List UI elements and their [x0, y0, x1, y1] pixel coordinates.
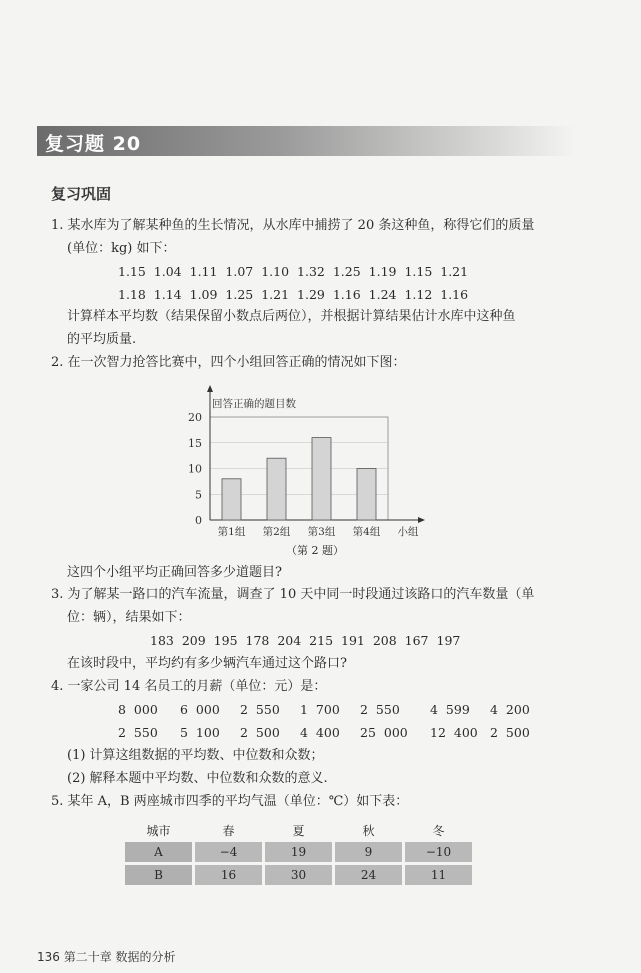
table-cell: 11: [405, 865, 472, 885]
y-axis-arrow-icon: [207, 385, 213, 392]
salary-value: 2 500: [240, 725, 280, 740]
salary-value: 1 700: [300, 702, 340, 717]
bar-chart: [180, 383, 430, 558]
table-cell: 24: [335, 865, 402, 885]
q1-data-row1: 1.15 1.04 1.11 1.07 1.10 1.32 1.25 1.19 1.15 1.21: [118, 264, 469, 279]
table-header-row: [125, 821, 472, 839]
y-tick-label: 0: [195, 514, 202, 527]
salary-value: 25 000: [360, 725, 408, 740]
table-cell: 19: [265, 842, 332, 862]
table-header: 春: [222, 823, 235, 838]
q3-values: 183 209 195 178 204 215 191 208 167 197: [150, 633, 461, 648]
bar: [312, 438, 331, 520]
salary-value: 6 000: [180, 702, 220, 717]
page-footer: 136 第二十章 数据的分析: [37, 950, 176, 964]
salary-value: 2 550: [360, 702, 400, 717]
x-tick-label: 第2组: [262, 526, 291, 538]
table-cell: B: [125, 865, 192, 885]
section-banner: [37, 126, 575, 156]
temperature-table: [122, 818, 475, 888]
y-axis-label: 回答正确的题目数: [212, 398, 296, 410]
q3-line2: 位：辆），结果如下：: [67, 610, 191, 625]
salary-value: 2 500: [490, 725, 530, 740]
bar: [357, 469, 376, 521]
y-tick-label: 5: [195, 488, 202, 502]
salary-value: 4 400: [300, 725, 340, 740]
q4-line1: 4. 一家公司 14 名员工的月薪（单位：元）是：: [51, 679, 327, 694]
q1-line1: 1. 某水库为了解某种鱼的生长情况，从水库中捕捞了 20 条这种鱼，称得它们的质量: [51, 218, 535, 233]
table-cell: A: [125, 842, 192, 862]
table-header: 秋: [362, 823, 375, 838]
q4-sub1: (1) 计算这组数据的平均数、中位数和众数；: [67, 748, 324, 763]
bar: [267, 458, 286, 520]
chart-bars: [222, 438, 376, 520]
table-header: 城市: [146, 823, 171, 838]
q3-line3: 在该时段中，平均约有多少辆汽车通过这个路口?: [67, 656, 347, 671]
q4-sub2: (2) 解释本题中平均数、中位数和众数的意义.: [67, 771, 328, 786]
x-tick-label: 第3组: [307, 526, 336, 538]
y-tick-label: 20: [188, 411, 202, 424]
salary-value: 2 550: [118, 725, 158, 740]
q2-line1: 2. 在一次智力抢答比赛中，四个小组回答正确的情况如下图：: [51, 355, 406, 370]
y-tick-label: 10: [188, 462, 202, 476]
x-axis-label: 小组: [397, 526, 419, 538]
salary-value: 5 100: [180, 725, 220, 740]
chart-caption: （第 2 题）: [286, 544, 344, 557]
q1-line3: 计算样本平均数（结果保留小数点后两位），并根据计算结果估计水库中这种鱼: [67, 309, 516, 324]
salary-value: 4 200: [490, 702, 530, 717]
q1-data-row2: 1.18 1.14 1.09 1.25 1.21 1.29 1.16 1.24 1.12 1.16: [118, 287, 469, 302]
x-tick-label: 第1组: [217, 526, 246, 538]
x-axis-arrow-icon: [418, 517, 425, 523]
table-cell: −4: [195, 842, 262, 862]
x-tick-label: 第4组: [352, 526, 381, 538]
table-header: 夏: [292, 823, 305, 838]
salary-value: 2 550: [240, 702, 280, 717]
table-cell: 16: [195, 865, 262, 885]
salary-value: 12 400: [430, 725, 478, 740]
table-cell: 30: [265, 865, 332, 885]
table-row: [125, 842, 472, 862]
q3-line1: 3. 为了解某一路口的汽车流量，调查了 10 天中同一时段通过该路口的汽车数量（单: [51, 587, 535, 602]
section-title: 复习巩固: [51, 185, 112, 203]
y-tick-label: 15: [188, 436, 202, 450]
q2-question: 这四个小组平均正确回答多少道题目?: [67, 565, 282, 580]
table-cell: 9: [335, 842, 402, 862]
q5-line1: 5. 某年 A，B 两座城市四季的平均气温（单位：℃）如下表：: [51, 794, 409, 809]
q1-line4: 的平均质量.: [67, 332, 137, 347]
salary-value: 8 000: [118, 702, 158, 717]
table-cell: −10: [405, 842, 472, 862]
salary-value: 4 599: [430, 702, 470, 717]
table-header: 冬: [432, 823, 445, 838]
q1-line2: (单位：kg) 如下：: [67, 241, 176, 256]
table-row: [125, 865, 472, 885]
bar: [222, 479, 241, 520]
banner-title: 复习题 20: [45, 133, 142, 155]
